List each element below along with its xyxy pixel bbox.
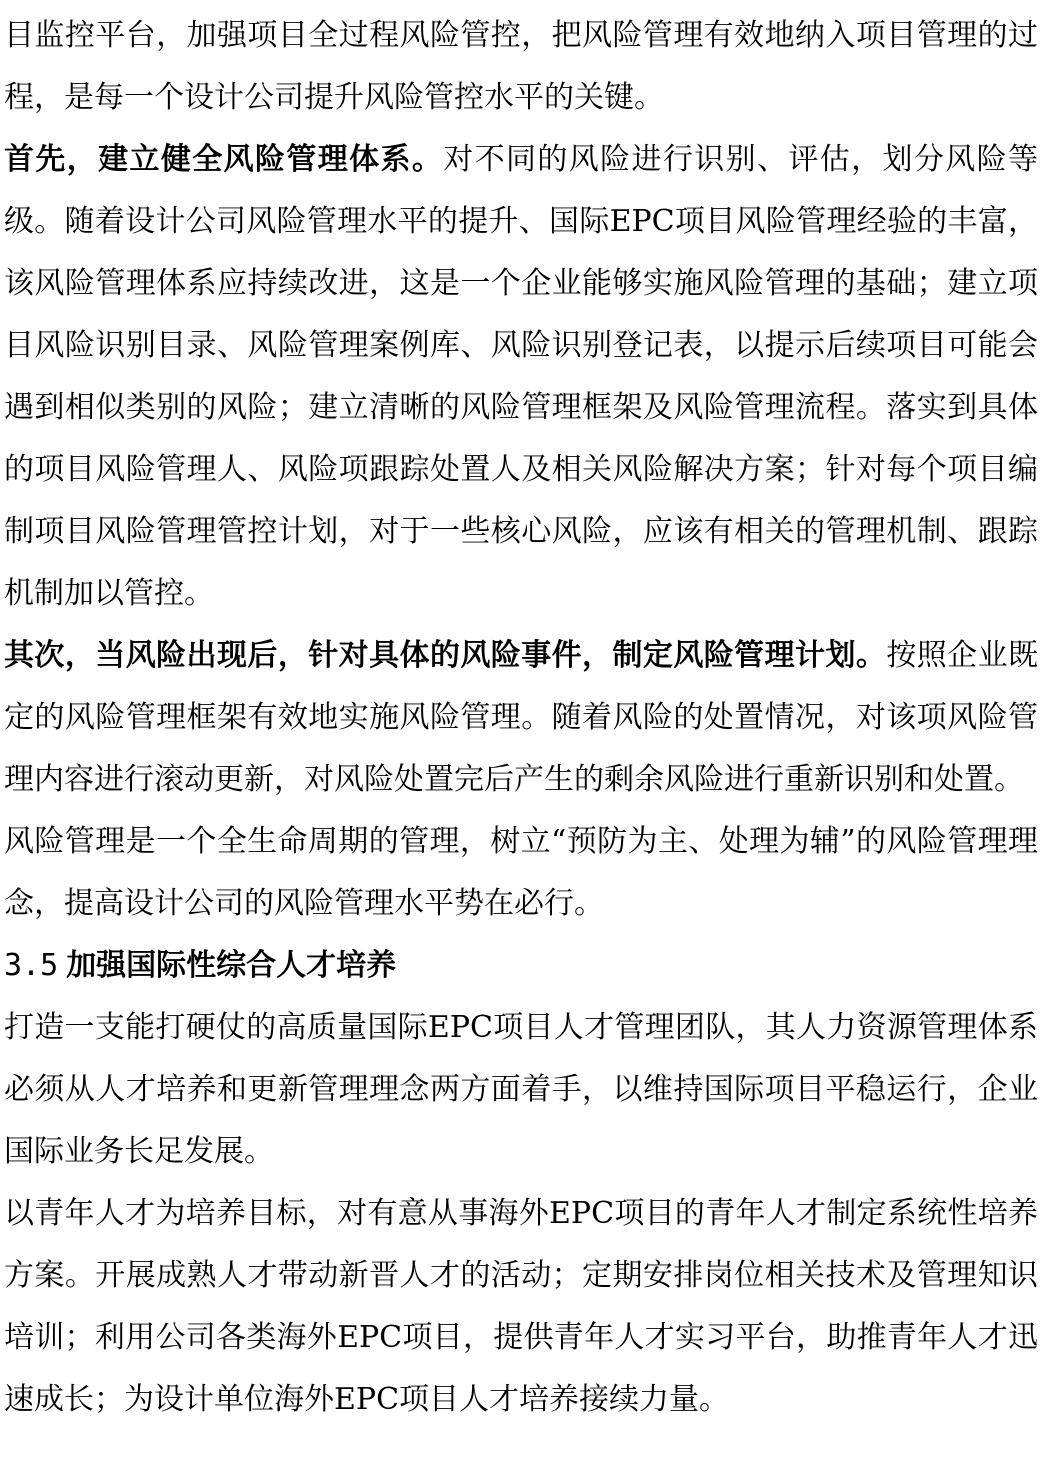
paragraph-text: 目监控平台，加强项目全过程风险管控，把风险管理有效地纳入项目管理的过程，是每一个设计公司提升风险管控水平的关键。 xyxy=(4,18,1038,115)
section-heading xyxy=(4,935,1038,997)
paragraph-text: 风险管理是一个全生命周期的管理，树立“预防为主、处理为辅”的风险管理理念，提高设计公司的风险管理水平势在必行。 xyxy=(4,824,1038,921)
paragraph-lead: 其次，当风险出现后，针对具体的风险事件，制定风险管理计划。 xyxy=(4,638,887,673)
paragraph-text: 按照企业既定的风险管理框架有效地实施风险管理。随着风险的处置情况，对该项风险管理内容进行滚动更新，对风险处置完后产生的剩余风险进行重新识别和处置。 xyxy=(4,638,1039,797)
paragraph-risk-system xyxy=(4,129,1038,625)
paragraph-youth-talent xyxy=(4,1183,1038,1431)
paragraph-lead: 首先，建立健全风险管理体系。 xyxy=(4,142,444,177)
paragraph-text: 打造一支能打硬仗的高质量国际EPC项目人才管理团队，其人力资源管理体系必须从人才培养和更新管理理念两方面着手，以维持国际项目平稳运行，企业国际业务长足发展。 xyxy=(4,1010,1038,1169)
section-number: 3.5 xyxy=(4,948,59,983)
paragraph-talent-team xyxy=(4,997,1038,1183)
paragraph-risk-plan xyxy=(4,625,1038,811)
paragraph-text: 以青年人才为培养目标，对有意从事海外EPC项目的青年人才制定系统性培养方案。开展成熟人才带动新晋人才的活动；定期安排岗位相关技术及管理知识培训；利用公司各类海外EPC项目，提供青年人才实习平台，助推青年人才迅速成长；为设计单位海外EPC项目人才培养接续力量。 xyxy=(4,1196,1038,1417)
document-page xyxy=(4,5,1038,1431)
paragraph-risk-platform xyxy=(4,5,1038,129)
section-title: 加强国际性综合人才培养 xyxy=(66,948,397,983)
paragraph-text: 对不同的风险进行识别、评估，划分风险等级。随着设计公司风险管理水平的提升、国际EPC项目风险管理经验的丰富，该风险管理体系应持续改进，这是一个企业能够实施风险管理的基础；建立项目风险识别目录、风险管理案例库、风险识别登记表，以提示后续项目可能会遇到相似类别的风险；建立清晰的风险管理框架及风险管理流程。落实到具体的项目风险管理人、风险项跟踪处置人及相关风险解决方案；针对每个项目编制项目风险管理管控计划，对于一些核心风险，应该有相关的管理机制、跟踪机制加以管控。 xyxy=(4,142,1038,611)
paragraph-risk-lifecycle xyxy=(4,811,1038,935)
